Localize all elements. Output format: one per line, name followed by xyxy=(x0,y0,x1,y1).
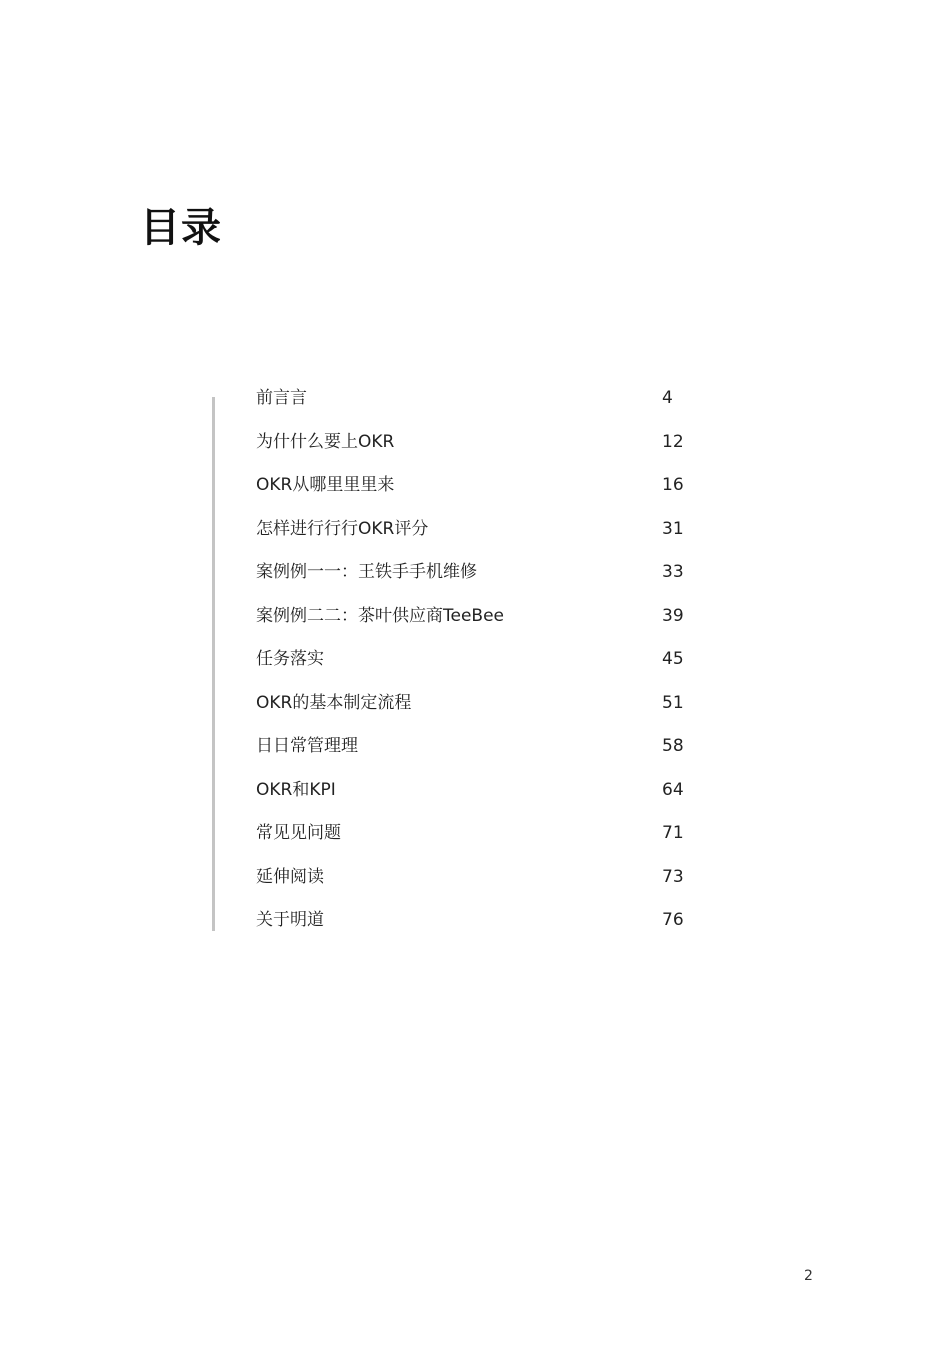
toc-entry-title: OKR和KPI xyxy=(256,779,336,800)
toc-entry[interactable] xyxy=(256,856,716,900)
toc-entry-title: 案例例一一：王铁手手机维修 xyxy=(256,562,477,582)
toc-entry-page: 58 xyxy=(662,736,684,756)
toc-entry[interactable] xyxy=(256,899,716,943)
toc-entry-title: 任务落实 xyxy=(256,649,324,669)
toc-entry-title: OKR的基本制定流程 xyxy=(256,692,412,713)
toc-entry-page: 4 xyxy=(662,388,673,408)
toc-entry-title: 前言言 xyxy=(256,388,307,408)
toc-entry-page: 12 xyxy=(662,431,684,452)
toc-entry-title: 常见见问题 xyxy=(256,823,341,843)
toc-entry-page: 31 xyxy=(662,518,684,539)
toc-entry-title: 案例例二二：茶叶供应商TeeBee xyxy=(256,605,504,626)
toc-entry-page: 39 xyxy=(662,605,684,626)
toc-entry[interactable] xyxy=(256,638,716,682)
table-of-contents xyxy=(256,377,716,943)
toc-entry-page: 45 xyxy=(662,649,684,669)
toc-entry[interactable] xyxy=(256,595,716,639)
toc-entry[interactable] xyxy=(256,682,716,726)
toc-entry[interactable] xyxy=(256,769,716,813)
toc-entry-page: 73 xyxy=(662,866,684,887)
page-number: 2 xyxy=(804,1268,813,1284)
toc-entry-title: 为什什么要上OKR xyxy=(256,431,395,452)
toc-entry-page: 33 xyxy=(662,562,684,582)
toc-entry[interactable] xyxy=(256,464,716,508)
toc-entry-page: 51 xyxy=(662,692,684,713)
toc-entry[interactable] xyxy=(256,377,716,421)
toc-entry[interactable] xyxy=(256,551,716,595)
toc-entry-title: 日日常管理理 xyxy=(256,736,358,756)
toc-vertical-rule xyxy=(212,397,215,931)
toc-entry-page: 16 xyxy=(662,475,684,495)
toc-entry-title: 怎样进行行行OKR评分 xyxy=(256,518,429,539)
toc-entry[interactable] xyxy=(256,508,716,552)
page-title: 目录 xyxy=(140,204,222,251)
toc-entry[interactable] xyxy=(256,725,716,769)
toc-entry-page: 71 xyxy=(662,823,684,843)
toc-entry-title: 关于明道 xyxy=(256,910,324,930)
toc-entry[interactable] xyxy=(256,812,716,856)
toc-entry-page: 76 xyxy=(662,910,684,930)
toc-entry[interactable] xyxy=(256,421,716,465)
toc-entry-page: 64 xyxy=(662,779,684,800)
toc-entry-title: 延伸阅读 xyxy=(256,866,324,887)
toc-entry-title: OKR从哪里里里来 xyxy=(256,475,395,495)
